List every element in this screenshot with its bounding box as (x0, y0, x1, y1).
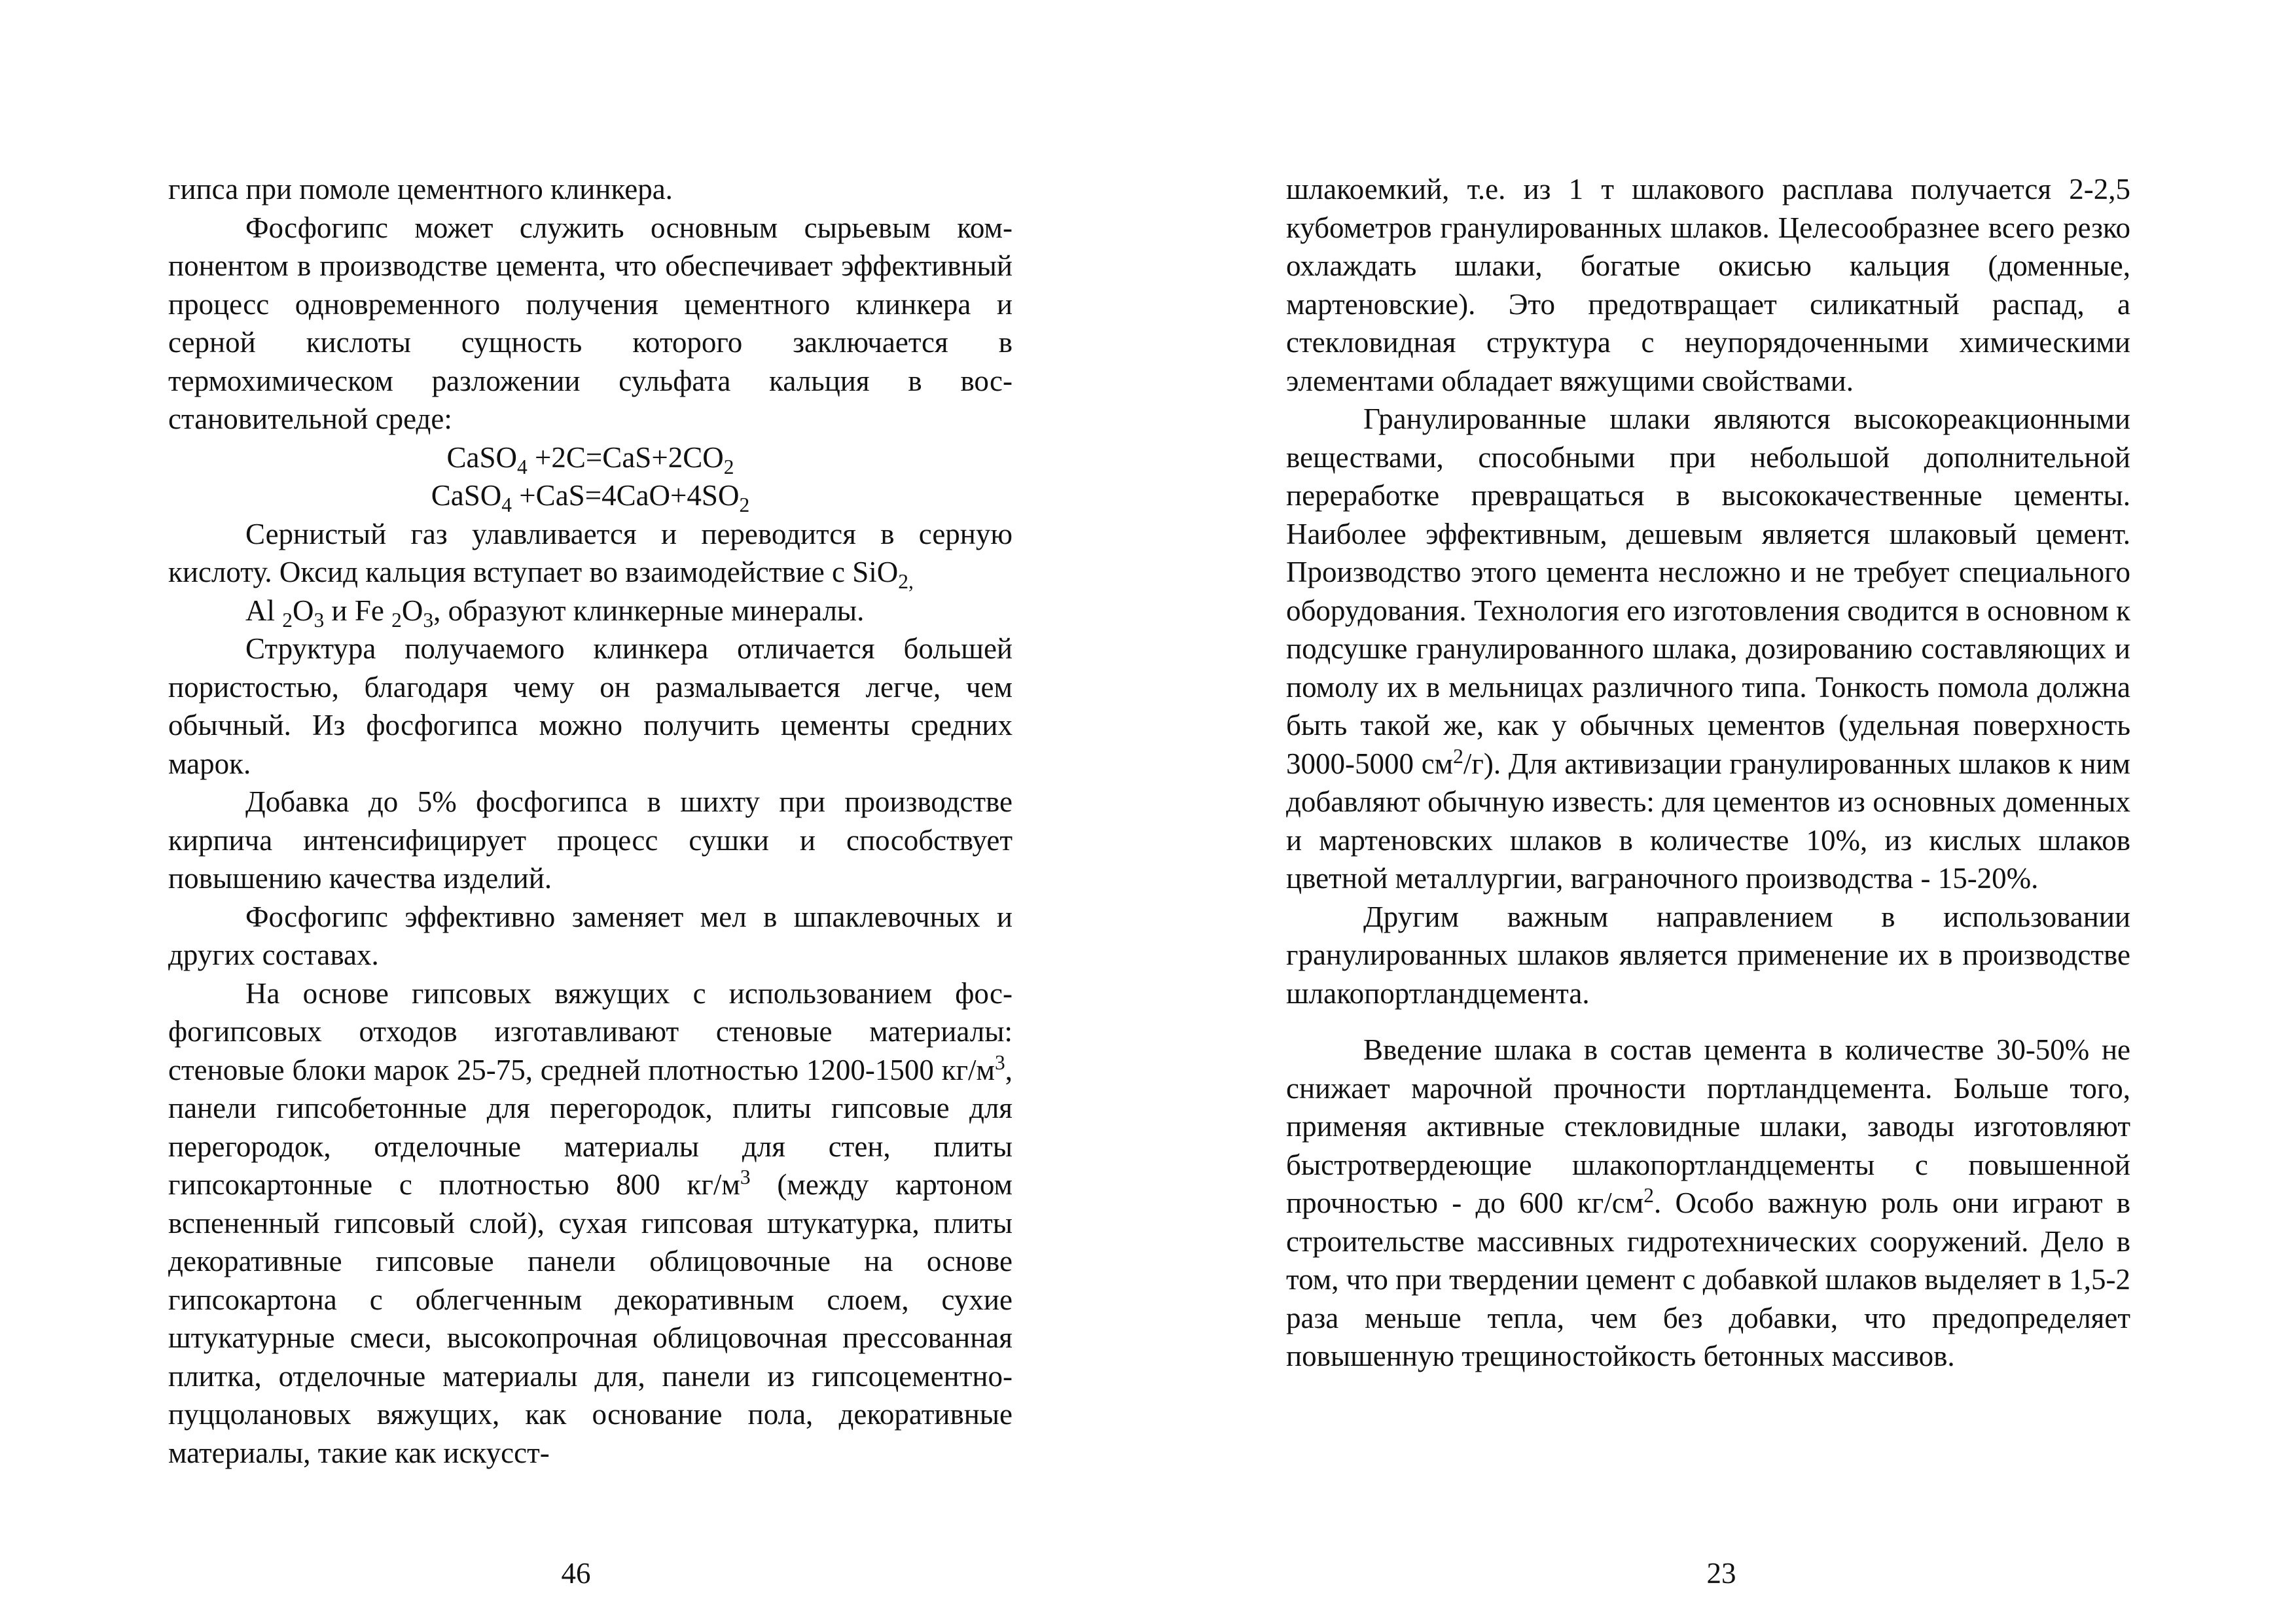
page-number-left: 46 (561, 1557, 591, 1590)
paragraph: Структура получаемого клинкера отличается большей пористостью, благодаря чему он размалывается легче, чем обычный. Из фосфогипса можно получить цементы средних марок. (168, 632, 1013, 780)
chemical-formula-2: CaSO$_4$ $+CaS=4CaO+4SO_2$ (431, 479, 750, 516)
right-page (1286, 170, 2130, 1376)
left-page (168, 170, 1013, 1472)
paragraph: Другим важным направлением в использовании гранулированных шлаков является применение их в производстве шлакопортландцемента. (1286, 900, 2130, 1010)
paragraph: Добавка до 5% фосфогипса в шихту при производстве кирпича интенсифицирует процесс сушки и способствует повышению качества изделий. (168, 785, 1013, 895)
paragraph: Введение шлака в состав цемента в количестве 30-50% не снижает марочной прочности портландцемента. Больше того, применяя активные стекловидные шлаки, заводы изготовляют быстротвердеющие шлакопортландцементы с повышенной прочностью - до 600 $кг/см^2$. Особо важную роль они играют в строительстве массивных гидротехнических сооружений. Дело в том, что при твердении цемент с добавкой шлаков выделяет в 1,5-2 раза меньше тепла, чем без добавки, что предопределяет повышенную трещиностойкость бетонных массивов. (1286, 1033, 2130, 1372)
paragraph: Сернистый газ улавливается и переводится в серную кислоту. Оксид кальция вступает во взаимодействие с SiO$_{2,}$ (168, 517, 1013, 593)
chemical-formula-1: CaSO$_4$ $+2C=CaS+2CO_2$ (446, 440, 734, 478)
page-number-right: 23 (1706, 1557, 1736, 1590)
paragraph: На основе гипсовых вяжущих с использованием фосфогипсовых отходов изготавливают стеновые материалы: стеновые блоки марок 25-75, средней плотностью 1200-1500 $кг/м^3$, панели гипсобетонные для перегородок, плиты гипсовые для перегородок, отделочные материалы для стен, плиты гипсокартонные с плотностью 800 $кг/м^3$ (между картоном вспененный гипсовый слой), сухая гипсовая штукатурка, плиты декоративные гипсовые панели облицовочные на основе гипсокартона с облегченным декоративным слоем, сухие штукатурные смеси, высокопрочная облицовочная прессованная плитка, отделочные материалы для, панели из гипсоцементно-пуццолановых вяжущих, как основание пола, декоративные материалы, такие как искусст- (168, 976, 1013, 1469)
paragraph: Al $_2O_3$ и Fe $_2O_3$, образуют клинкерные минералы. (245, 594, 865, 632)
paragraph: Гранулированные шлаки являются высокореакционными веществами, способными при небольшой дополнительной переработке превращаться в высококачественные цементы. Наиболее эффективным, дешевым является шлаковый цемент. Производство этого цемента несложно и не требует специального оборудования. Технология его изготовления сводится в основном к подсушке гранулированного шлака, дозированию составляющих и помолу их в мельницах различного типа. Тонкость помола должна быть такой же, как у обычных цементов (удельная поверхность 3000-5000 $см^2/г$). Для активизации гранулированных шлаков к ним добавляют обычную известь: для цементов из основных доменных и мартеновских шлаков в количестве 10%, из кислых шлаков цветной металлургии, ваграночного производства - 15-20%. (1286, 402, 2130, 895)
paragraph: Фосфогипс эффективно заменяет мел в шпаклевочных и других составах. (168, 900, 1013, 971)
paragraph-text: гипса при помоле цементного клинкера. (168, 173, 673, 205)
paragraph: шлакоемкий, т.е. из 1 т шлакового расплава получается 2-2,5 кубометров гранулированных шлаков. Целесообразнее всего резко охлаждать шлаки, богатые окисью кальция (доменные, мартеновские). Это предотвращает силикатный распад, а стекловидная структура с неупорядоченными химическими элементами обладает вяжущими свойствами. (1286, 173, 2130, 397)
paragraph-text: Фосфогипс может служить основным сырьевым компонентом в производстве цемента, что обеспечивает эффективный процесс одновременного получения цементного клинкера и серной кислоты сущность которого заключается в термохимическом разложении сульфата кальция в восстановительной среде: (168, 211, 1013, 435)
paragraph (168, 209, 1013, 438)
paragraph (168, 170, 1013, 209)
